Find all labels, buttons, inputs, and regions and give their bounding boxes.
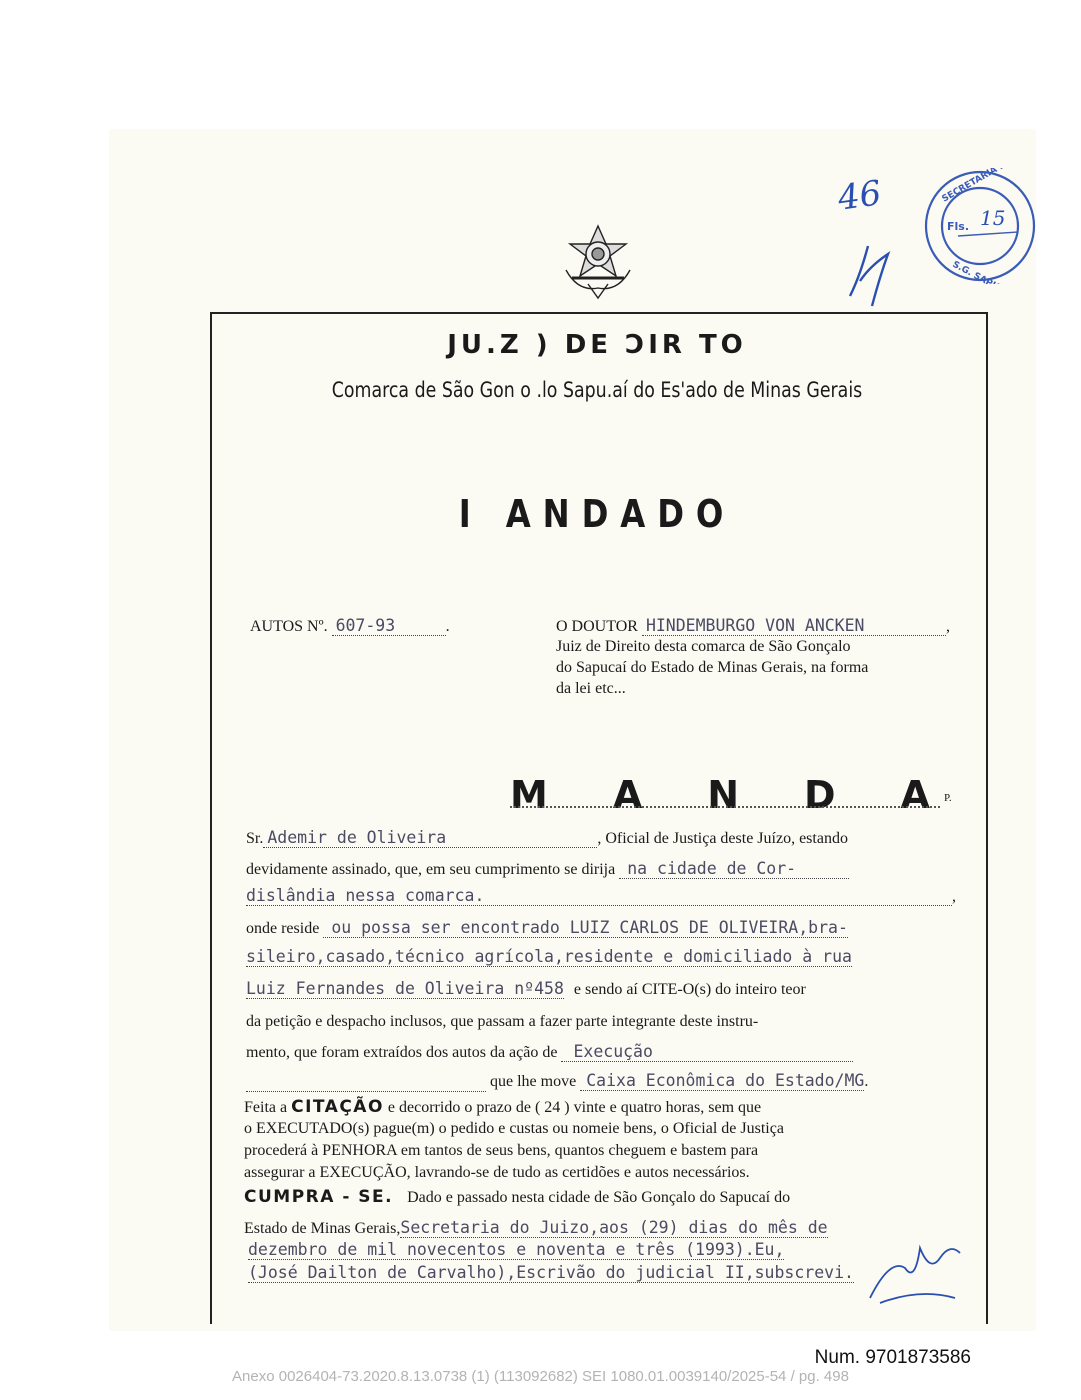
comarca-subtitle: Comarca de São Gon o .lo Sapu.aí do Es'ado de Minas Gerais xyxy=(331,378,863,402)
plaintiff-typed: Caixa Econômica do Estado/MG xyxy=(580,1071,864,1091)
body-line-1: Sr. Ademir de Oliveira , Oficial de Justiça deste Juízo, estando xyxy=(246,828,848,847)
cumpra-se-bold: CUMPRA - SE. xyxy=(244,1187,394,1207)
manda-letter: D xyxy=(804,773,836,817)
closing-line-4 xyxy=(248,1263,854,1283)
annotation-footer: Anexo 0026404-73.2020.8.13.0738 (1) (113092682) SEI 1080.01.0039140/2025-54 / pg. 498 xyxy=(232,1368,849,1385)
destination-cont: dislândia nessa comarca. xyxy=(246,886,952,906)
autos-label: AUTOS Nº. 607-93 . xyxy=(250,616,450,635)
body-line-5 xyxy=(246,947,852,967)
judge-line-2: Juiz de Direito desta comarca de São Gonçalo xyxy=(556,638,851,655)
citacao-bold: CITAÇÃO xyxy=(291,1097,384,1117)
defendant-typed: ou possa ser encontrado LUIZ CARLOS DE OLIVEIRA,bra- xyxy=(323,918,848,938)
body-line-9: que lhe move Caixa Econômica do Estado/MG. xyxy=(246,1071,868,1092)
body-line-7: da petição e despacho inclusos, que passam a fazer parte integrante deste instru- xyxy=(246,1013,759,1030)
manda-letter: N xyxy=(707,773,740,817)
body-line-6: Luiz Fernandes de Oliveira nº458 e sendo aí CITE-O(s) do inteiro teor xyxy=(246,979,806,998)
handwritten-signature xyxy=(860,1228,970,1308)
citacao-line-2: o EXECUTADO(s) pague(m) o pedido e custas ou nomeie bens, o Oficial de Justiça xyxy=(244,1120,784,1137)
closing-typed-1: Secretaria do Juizo,aos (29) dias do mês de xyxy=(400,1218,828,1237)
judge-line-3: do Sapucaí do Estado de Minas Gerais, na forma xyxy=(556,659,869,676)
judge-name: HINDEMBURGO VON ANCKEN xyxy=(642,616,946,636)
blank-fill xyxy=(246,1073,486,1092)
handwritten-mark xyxy=(840,236,900,316)
closing-line-3 xyxy=(248,1240,784,1260)
manda-letter: A xyxy=(900,773,930,817)
citacao-line-3: procederá à PENHORA em tantos de seus bens, quantos cheguem e bastem para xyxy=(244,1142,759,1159)
citacao-line-1: Feita a CITAÇÃO e decorrido o prazo de ( 24 ) vinte e quatro horas, sem que xyxy=(244,1097,762,1117)
judge-prefix-line: O DOUTOR HINDEMBURGO VON ANCKEN , xyxy=(556,616,950,635)
document-number: Num. 9701873586 xyxy=(814,1347,971,1368)
manda-heading xyxy=(510,773,930,817)
citacao-line-4: assegurar a EXECUÇÃO, lavrando-se de tudo as certidões e autos necessários. xyxy=(244,1164,750,1181)
svg-text:S.G. SAPUCAI: S.G. SAPUCAI xyxy=(950,259,1016,284)
judge-line-4: da lei etc... xyxy=(556,680,626,697)
stamp-fls-number: 15 xyxy=(980,206,1006,230)
closing-typed-2: dezembro de mil novecentos e noventa e três (1993).Eu, xyxy=(248,1240,785,1259)
autos-number: 607-93 xyxy=(332,616,446,636)
action-type-typed: Execução xyxy=(561,1042,853,1062)
body-line-2: devidamente assinado, que, em seu cumprimento se dirija na cidade de Cor- xyxy=(246,859,849,879)
body-line-3: dislândia nessa comarca. , xyxy=(246,886,956,905)
body-line-8: mento, que foram extraídos dos autos da ação de Execução xyxy=(246,1042,853,1062)
handwritten-page-number: 46 xyxy=(835,173,884,219)
svg-text:SECRETARIA DO: SECRETARIA DO xyxy=(940,168,1015,205)
coat-of-arms-emblem xyxy=(558,222,638,302)
document-title: I ANDADO xyxy=(458,492,736,536)
closing-line-2: Estado de Minas Gerais,Secretaria do Juizo,aos (29) dias do mês de xyxy=(244,1218,828,1237)
stamp-fls-label: Fls. xyxy=(947,220,970,233)
address-typed: Luiz Fernandes de Oliveira nº458 xyxy=(246,979,564,998)
body-line-4: onde reside ou possa ser encontrado LUIZ CARLOS DE OLIVEIRA,bra- xyxy=(246,918,848,937)
destination-typed: na cidade de Cor- xyxy=(619,859,849,879)
closing-typed-3: (José Dailton de Carvalho),Escrivão do judicial II,subscrevi. xyxy=(248,1263,854,1282)
manda-underline xyxy=(510,806,940,808)
defendant-cont: sileiro,casado,técnico agrícola,residente e domiciliado à rua xyxy=(246,947,852,966)
manda-letter: A xyxy=(612,773,643,817)
court-title: JU.Z ) DE ƆIR TO xyxy=(447,330,747,360)
manda-after: P. xyxy=(944,792,952,804)
manda-letter: M xyxy=(510,773,548,817)
officer-name: Ademir de Oliveira xyxy=(263,828,597,848)
closing-line-1: CUMPRA - SE. Dado e passado nesta cidade de São Gonçalo do Sapucaí do xyxy=(244,1187,791,1207)
